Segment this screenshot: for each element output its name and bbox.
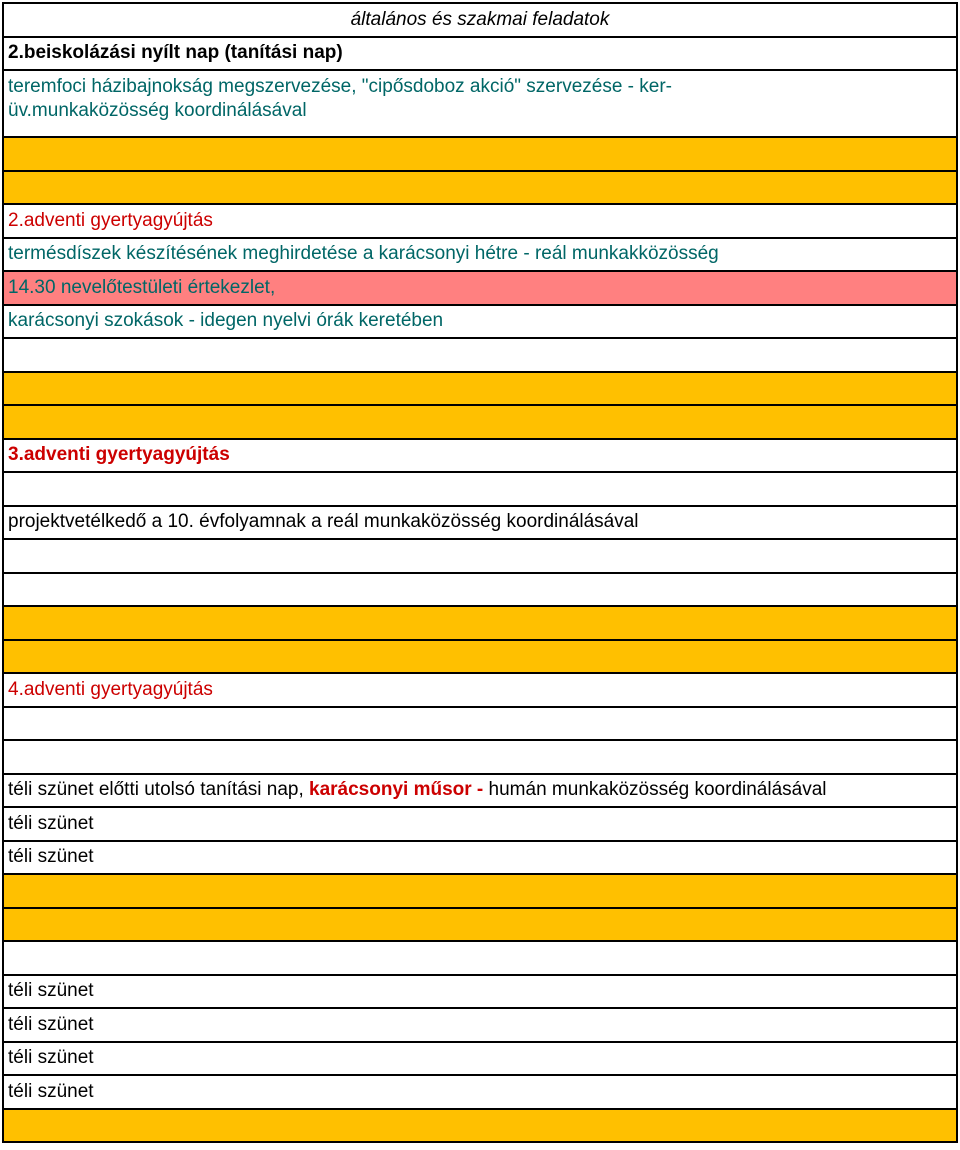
row-winter-break [4,1043,956,1077]
row-text: téli szünet [8,846,94,868]
row-text: téli szünet [8,1013,94,1035]
row-empty [4,708,956,742]
row-text: 3.adventi gyertyagyújtás [8,444,230,466]
row-text: téli szünet [8,980,94,1002]
header-row [4,4,956,38]
row-empty [4,574,956,608]
row-open-day [4,38,956,72]
row-decorations [4,239,956,273]
row-weekend [4,607,956,641]
row-text-line1: teremfoci házibajnokság megszervezése, "cipősdoboz akció" szervezése - ker- [8,76,673,97]
row-text: 2.adventi gyertyagyújtás [8,209,213,231]
row-text-line2: üv.munkaközösség koordinálásával [8,100,307,121]
row-text: termésdíszek készítésének meghirdetése a karácsonyi hétre - reál munkakközösség [8,243,719,265]
row-christmas-customs [4,306,956,340]
row-text: téli szünet [8,1047,94,1069]
row-text-part1: téli szünet előtti utolsó tanítási nap, [8,779,304,801]
row-text-part3: humán munkaközösség koordinálásával [488,779,827,801]
row-empty [4,741,956,775]
row-winter-break [4,1076,956,1110]
row-text: karácsonyi szokások - idegen nyelvi órák keretében [8,310,444,332]
row-text: téli szünet [8,812,94,834]
schedule-sheet [2,2,958,1143]
row-empty [4,339,956,373]
row-advent-2 [4,205,956,239]
row-empty [4,942,956,976]
row-empty [4,473,956,507]
row-advent-4 [4,674,956,708]
row-weekend [4,373,956,407]
row-weekend [4,875,956,909]
row-project-contest [4,507,956,541]
row-text-highlight: karácsonyi műsor - [309,779,484,801]
row-text: téli szünet [8,1080,94,1102]
row-weekend [4,1110,956,1144]
row-winter-break [4,808,956,842]
row-weekend [4,138,956,172]
row-weekend [4,641,956,675]
row-advent-3 [4,440,956,474]
row-weekend [4,909,956,943]
row-last-school-day [4,775,956,809]
row-winter-break [4,842,956,876]
header-title: általános és szakmai feladatok [350,8,610,30]
row-winter-break [4,976,956,1010]
row-text: 2.beiskolázási nyílt nap (tanítási nap) [8,42,343,64]
row-text: projektvetélkedő a 10. évfolyamnak a reál munkaközösség koordinálásával [8,511,639,533]
row-empty [4,540,956,574]
row-weekend [4,406,956,440]
row-text: 4.adventi gyertyagyújtás [8,678,213,700]
row-winter-break [4,1009,956,1043]
row-football-tournament [4,71,956,138]
row-text: 14.30 nevelőtestületi értekezlet, [8,276,276,298]
row-staff-meeting [4,272,956,306]
row-weekend [4,172,956,206]
